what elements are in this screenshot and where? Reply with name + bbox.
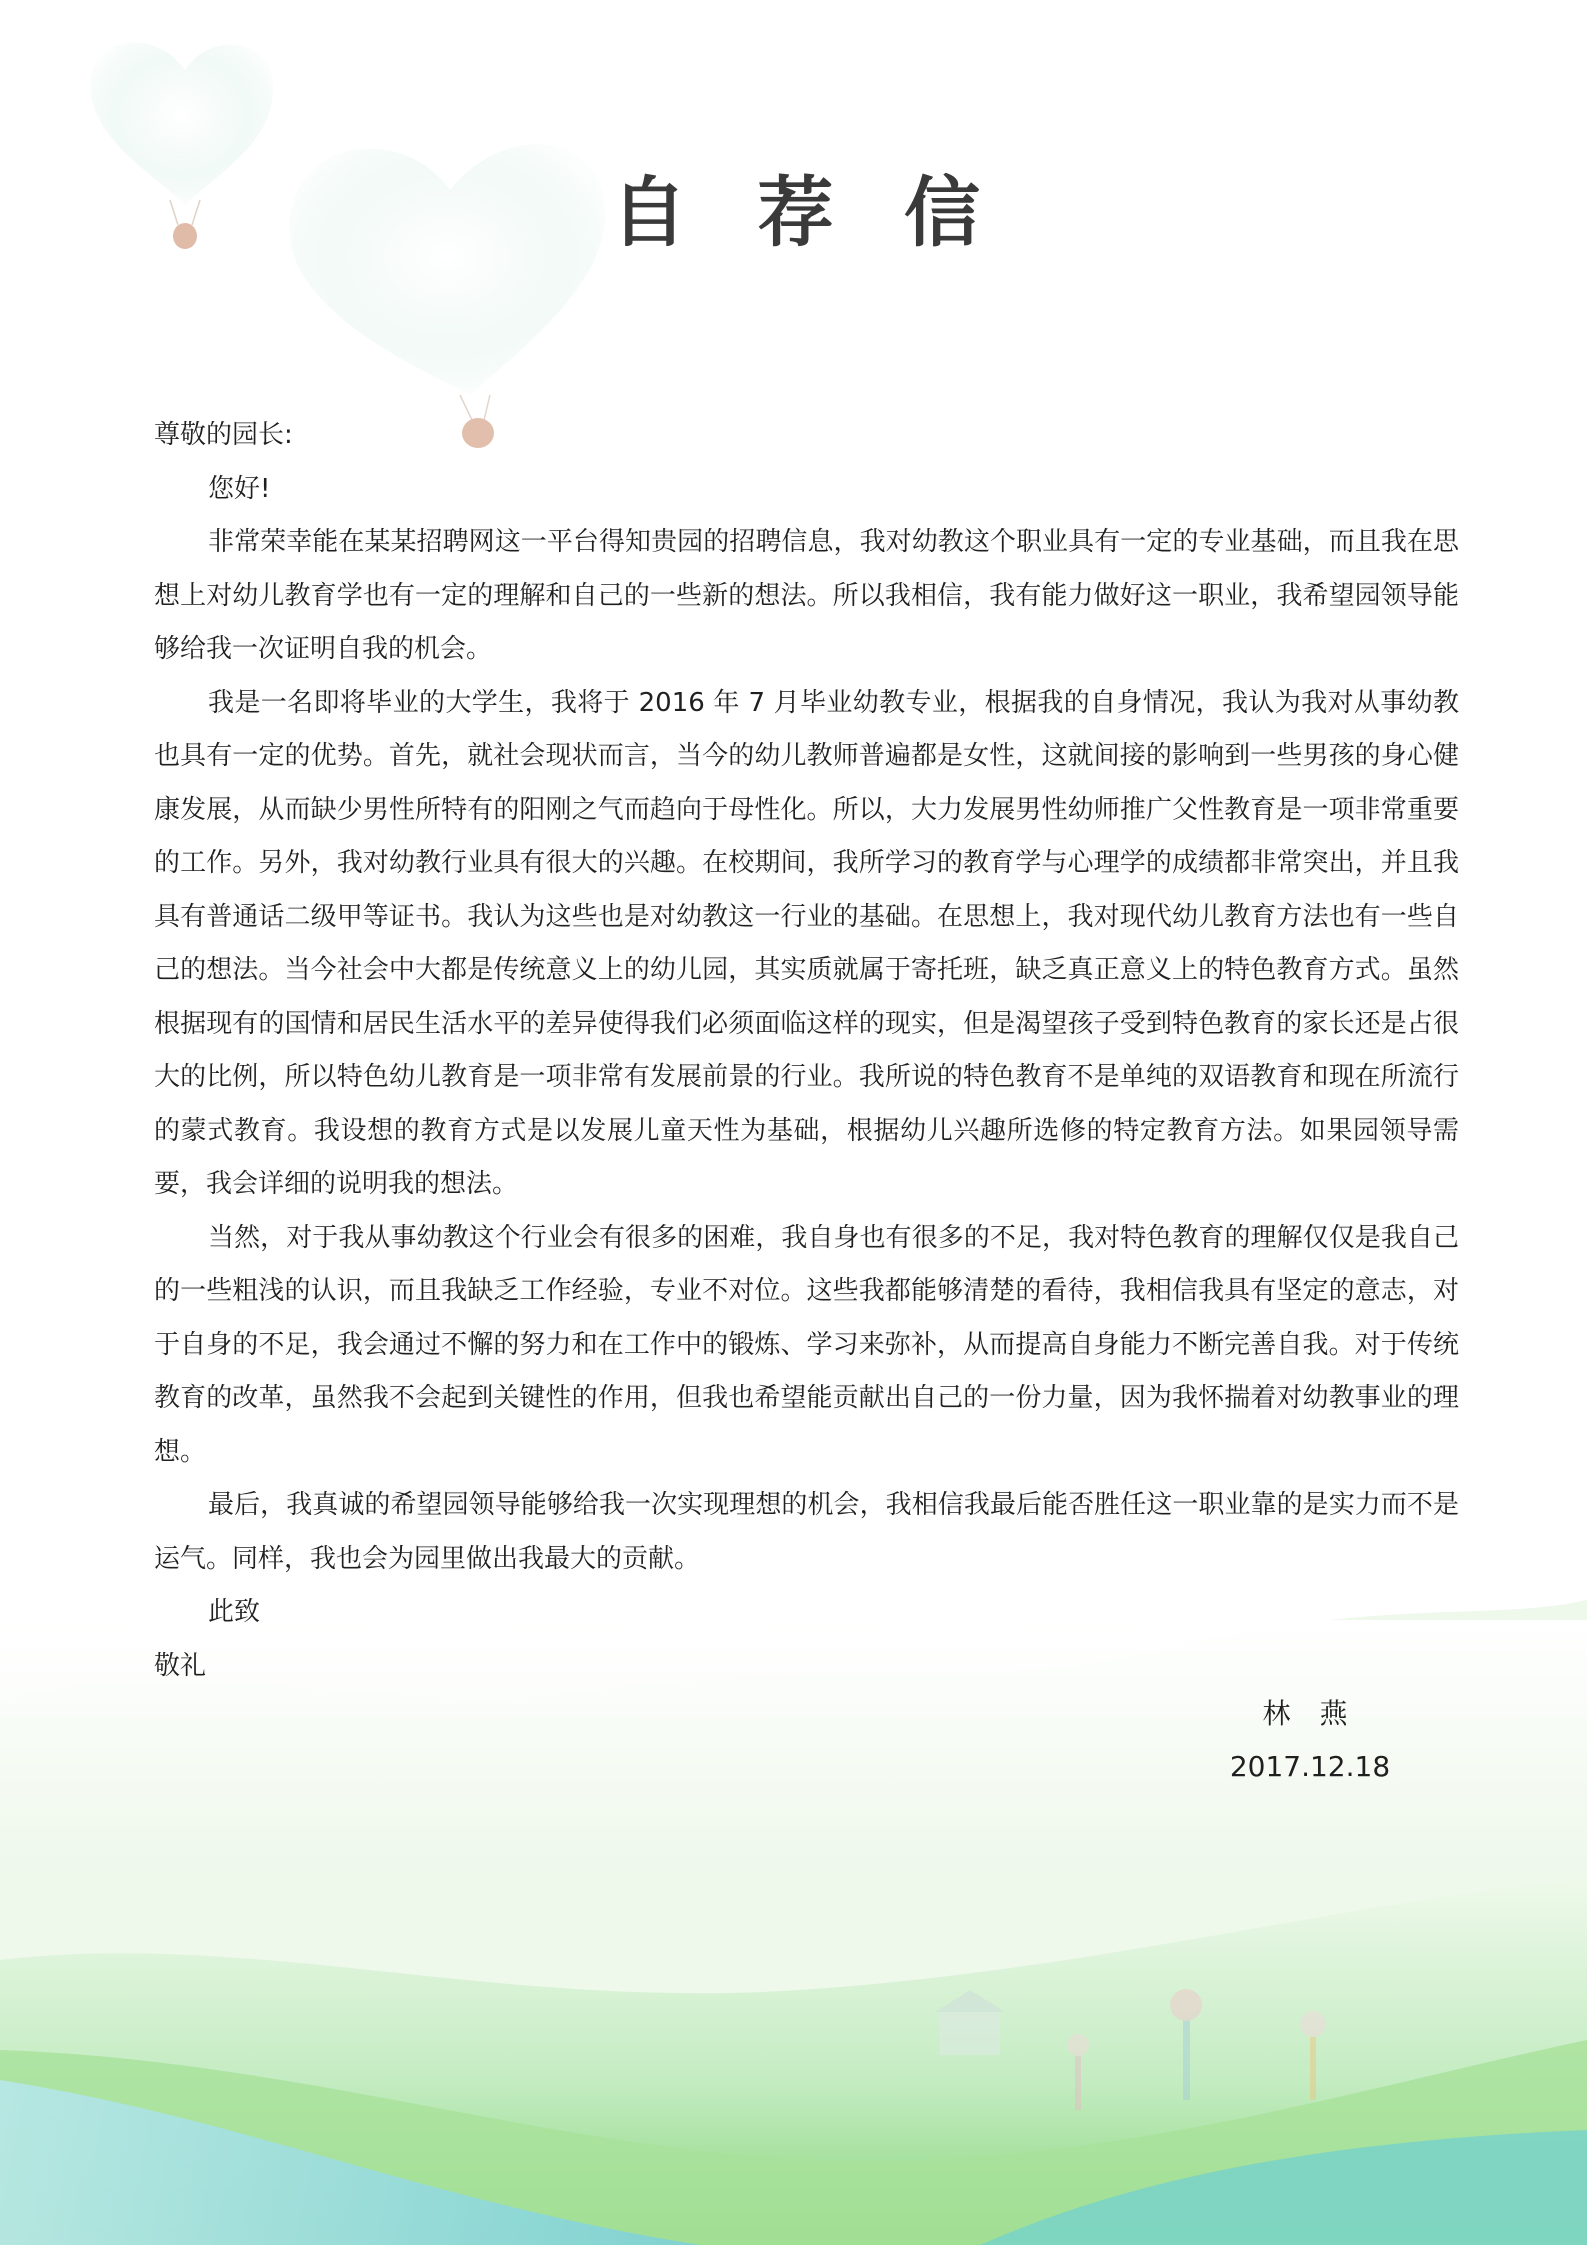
letter-body [154, 409, 1459, 1693]
signature-name: 林 燕 [1262, 1697, 1358, 1730]
letter-title: 自 荐 信 [611, 168, 1002, 257]
salutation: 尊敬的园长: [154, 420, 293, 450]
paragraph-2: 我是一名即将毕业的大学生，我将于 2016 年 7 月毕业幼教专业，根据我的自身情况，我认为我对从事幼教也具有一定的优势。首先，就社会现状而言，当今的幼儿教师普遍都是女性，这就间接的影响到一些男孩的身心健康发展，从而缺少男性所特有的阳刚之气而趋向于母性化。所以，大力发展男性幼师推广父性教育是一项非常重要的工作。另外，我对幼教行业具有很大的兴趣。在校期间，我所学习的教育学与心理学的成绩都非常突出，并且我具有普通话二级甲等证书。我认为这些也是对幼教这一行业的基础。在思想上，我对现代幼儿教育方法也有一些自己的想法。当今社会中大都是传统意义上的幼儿园，其实质就属于寄托班，缺乏真正意义上的特色教育方式。虽然根据现有的国情和居民生活水平的差异使得我们必须面临这样的现实，但是渴望孩子受到特色教育的家长还是占很大的比例，所以特色幼儿教育是一项非常有发展前景的行业。我所说的特色教育不是单纯的双语教育和现在所流行的蒙式教育。我设想的教育方式是以发展儿童天性为基础，根据幼儿兴趣所选修的特定教育方法。如果园领导需要，我会详细的说明我的想法。 [154, 687, 1459, 1199]
signature-block [1180, 1687, 1440, 1793]
signature-date: 2017.12.18 [1229, 1750, 1391, 1783]
closing-line-2: 敬礼 [154, 1650, 207, 1681]
closing-line-1: 此致 [208, 1597, 261, 1627]
paragraph-1: 非常荣幸能在某某招聘网这一平台得知贵园的招聘信息，我对幼教这个职业具有一定的专业基础，而且我在思想上对幼儿教育学也有一定的理解和自己的一些新的想法。所以我相信，我有能力做好这一职业，我希望园领导能够给我一次证明自我的机会。 [154, 527, 1459, 664]
paragraph-3: 当然，对于我从事幼教这个行业会有很多的困难，我自身也有很多的不足，我对特色教育的理解仅仅是我自己的一些粗浅的认识，而且我缺乏工作经验，专业不对位。这些我都能够清楚的看待，我相信我具有坚定的意志，对于自身的不足，我会通过不懈的努力和在工作中的锻炼、学习来弥补，从而提高自身能力不断完善自我。对于传统教育的改革，虽然我不会起到关键性的作用，但我也希望能贡献出自己的一份力量，因为我怀揣着对幼教事业的理想。 [154, 1222, 1459, 1467]
greeting: 您好! [208, 473, 271, 504]
paragraph-4: 最后，我真诚的希望园领导能够给我一次实现理想的机会，我相信我最后能否胜任这一职业靠的是实力而不是运气。同样，我也会为园里做出我最大的贡献。 [154, 1490, 1459, 1574]
